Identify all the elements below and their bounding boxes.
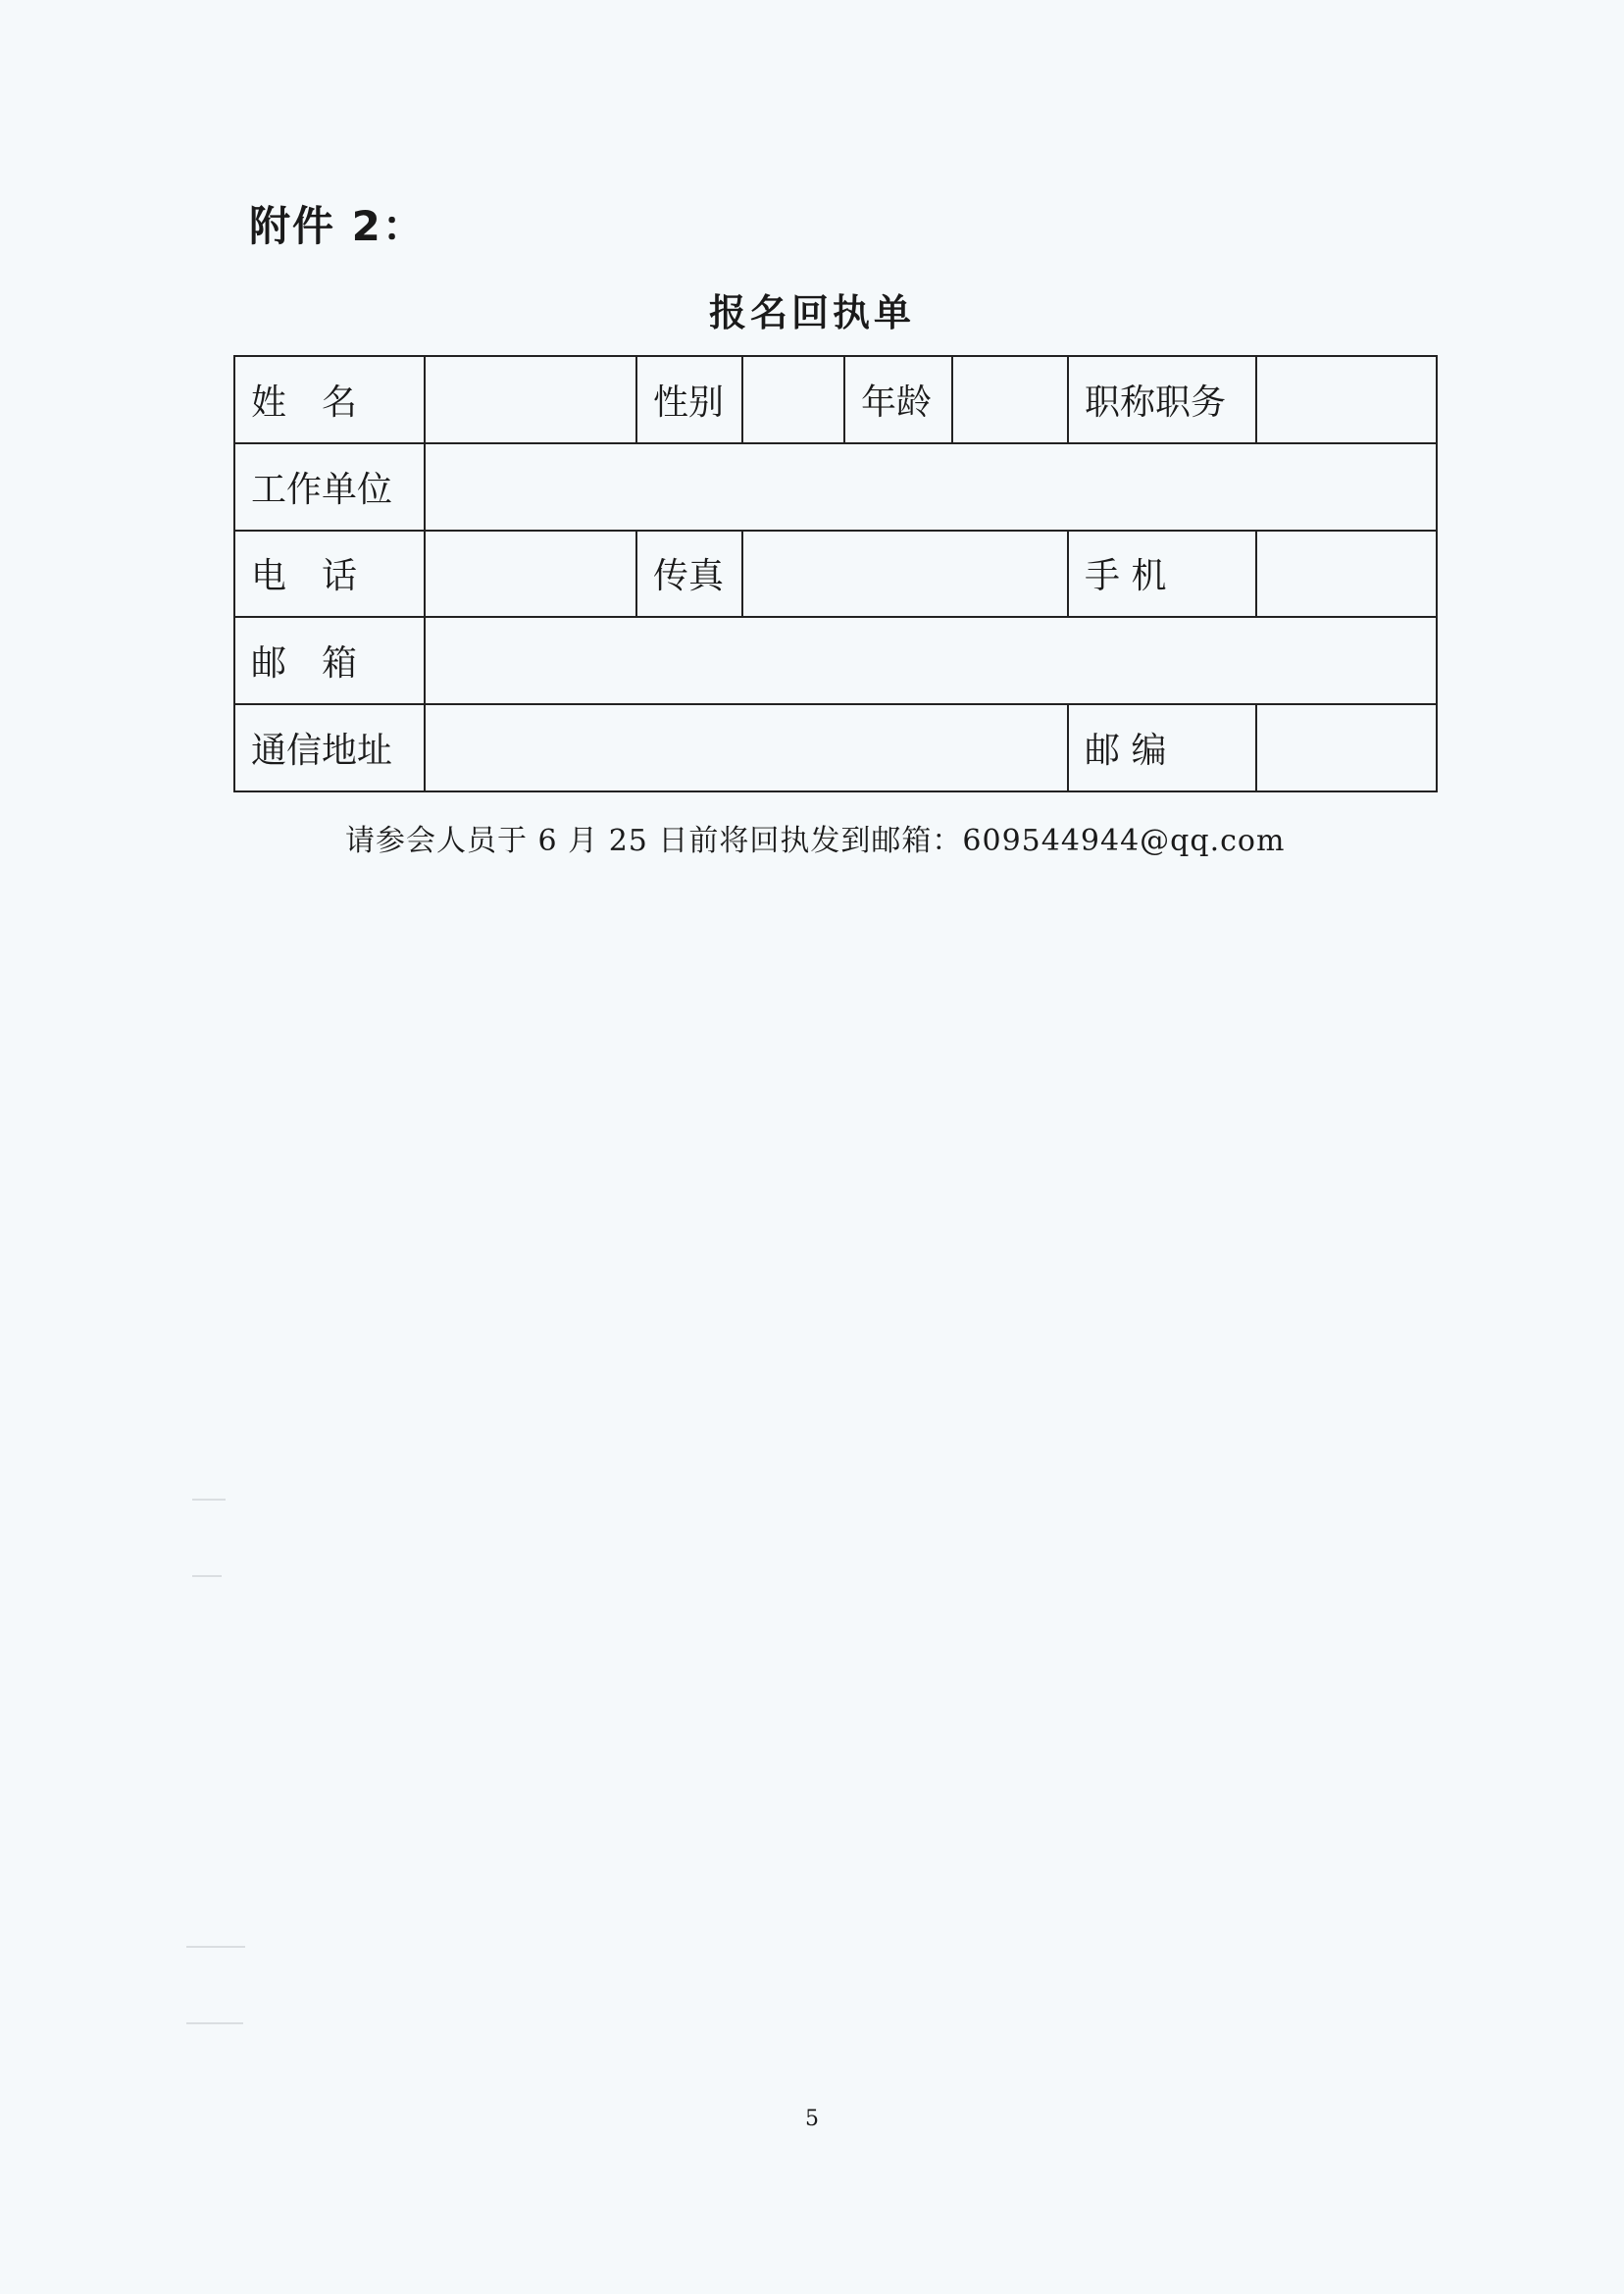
mobile-value-cell[interactable] (1256, 531, 1437, 618)
age-label: 年龄 (844, 356, 952, 443)
page-number: 5 (805, 2107, 819, 2131)
table-row (234, 531, 1437, 618)
email-label: 邮 箱 (234, 617, 425, 704)
scan-artifact (186, 1946, 245, 1948)
form-title: 报名回执单 (708, 291, 915, 334)
scan-artifact (192, 1575, 222, 1577)
name-label: 姓 名 (234, 356, 425, 443)
attachment-label: 附件 2： (249, 202, 426, 250)
workplace-label: 工作单位 (234, 443, 425, 531)
gender-value-cell[interactable] (742, 356, 844, 443)
table-row (234, 356, 1437, 443)
scan-artifact (186, 2022, 243, 2024)
phone-label: 电 话 (234, 531, 425, 618)
scan-artifact (192, 1499, 226, 1501)
registration-form-table (233, 355, 1438, 792)
table-row (234, 617, 1437, 704)
phone-value-cell[interactable] (425, 531, 636, 618)
mobile-label: 手 机 (1068, 531, 1256, 618)
workplace-value-cell[interactable] (425, 443, 1437, 531)
address-label: 通信地址 (234, 704, 425, 791)
title-value-cell[interactable] (1256, 356, 1437, 443)
postcode-value-cell[interactable] (1256, 704, 1437, 791)
title-label: 职称职务 (1068, 356, 1256, 443)
submission-note: 请参会人员于 6 月 25 日前将回执发到邮箱：609544944@qq.com (345, 824, 1286, 858)
age-value-cell[interactable] (952, 356, 1068, 443)
address-value-cell[interactable] (425, 704, 1068, 791)
name-value-cell[interactable] (425, 356, 636, 443)
fax-label: 传真 (636, 531, 742, 618)
gender-label: 性别 (636, 356, 742, 443)
fax-value-cell[interactable] (742, 531, 1068, 618)
table-row (234, 443, 1437, 531)
email-value-cell[interactable] (425, 617, 1437, 704)
table-row (234, 704, 1437, 791)
postcode-label: 邮 编 (1068, 704, 1256, 791)
